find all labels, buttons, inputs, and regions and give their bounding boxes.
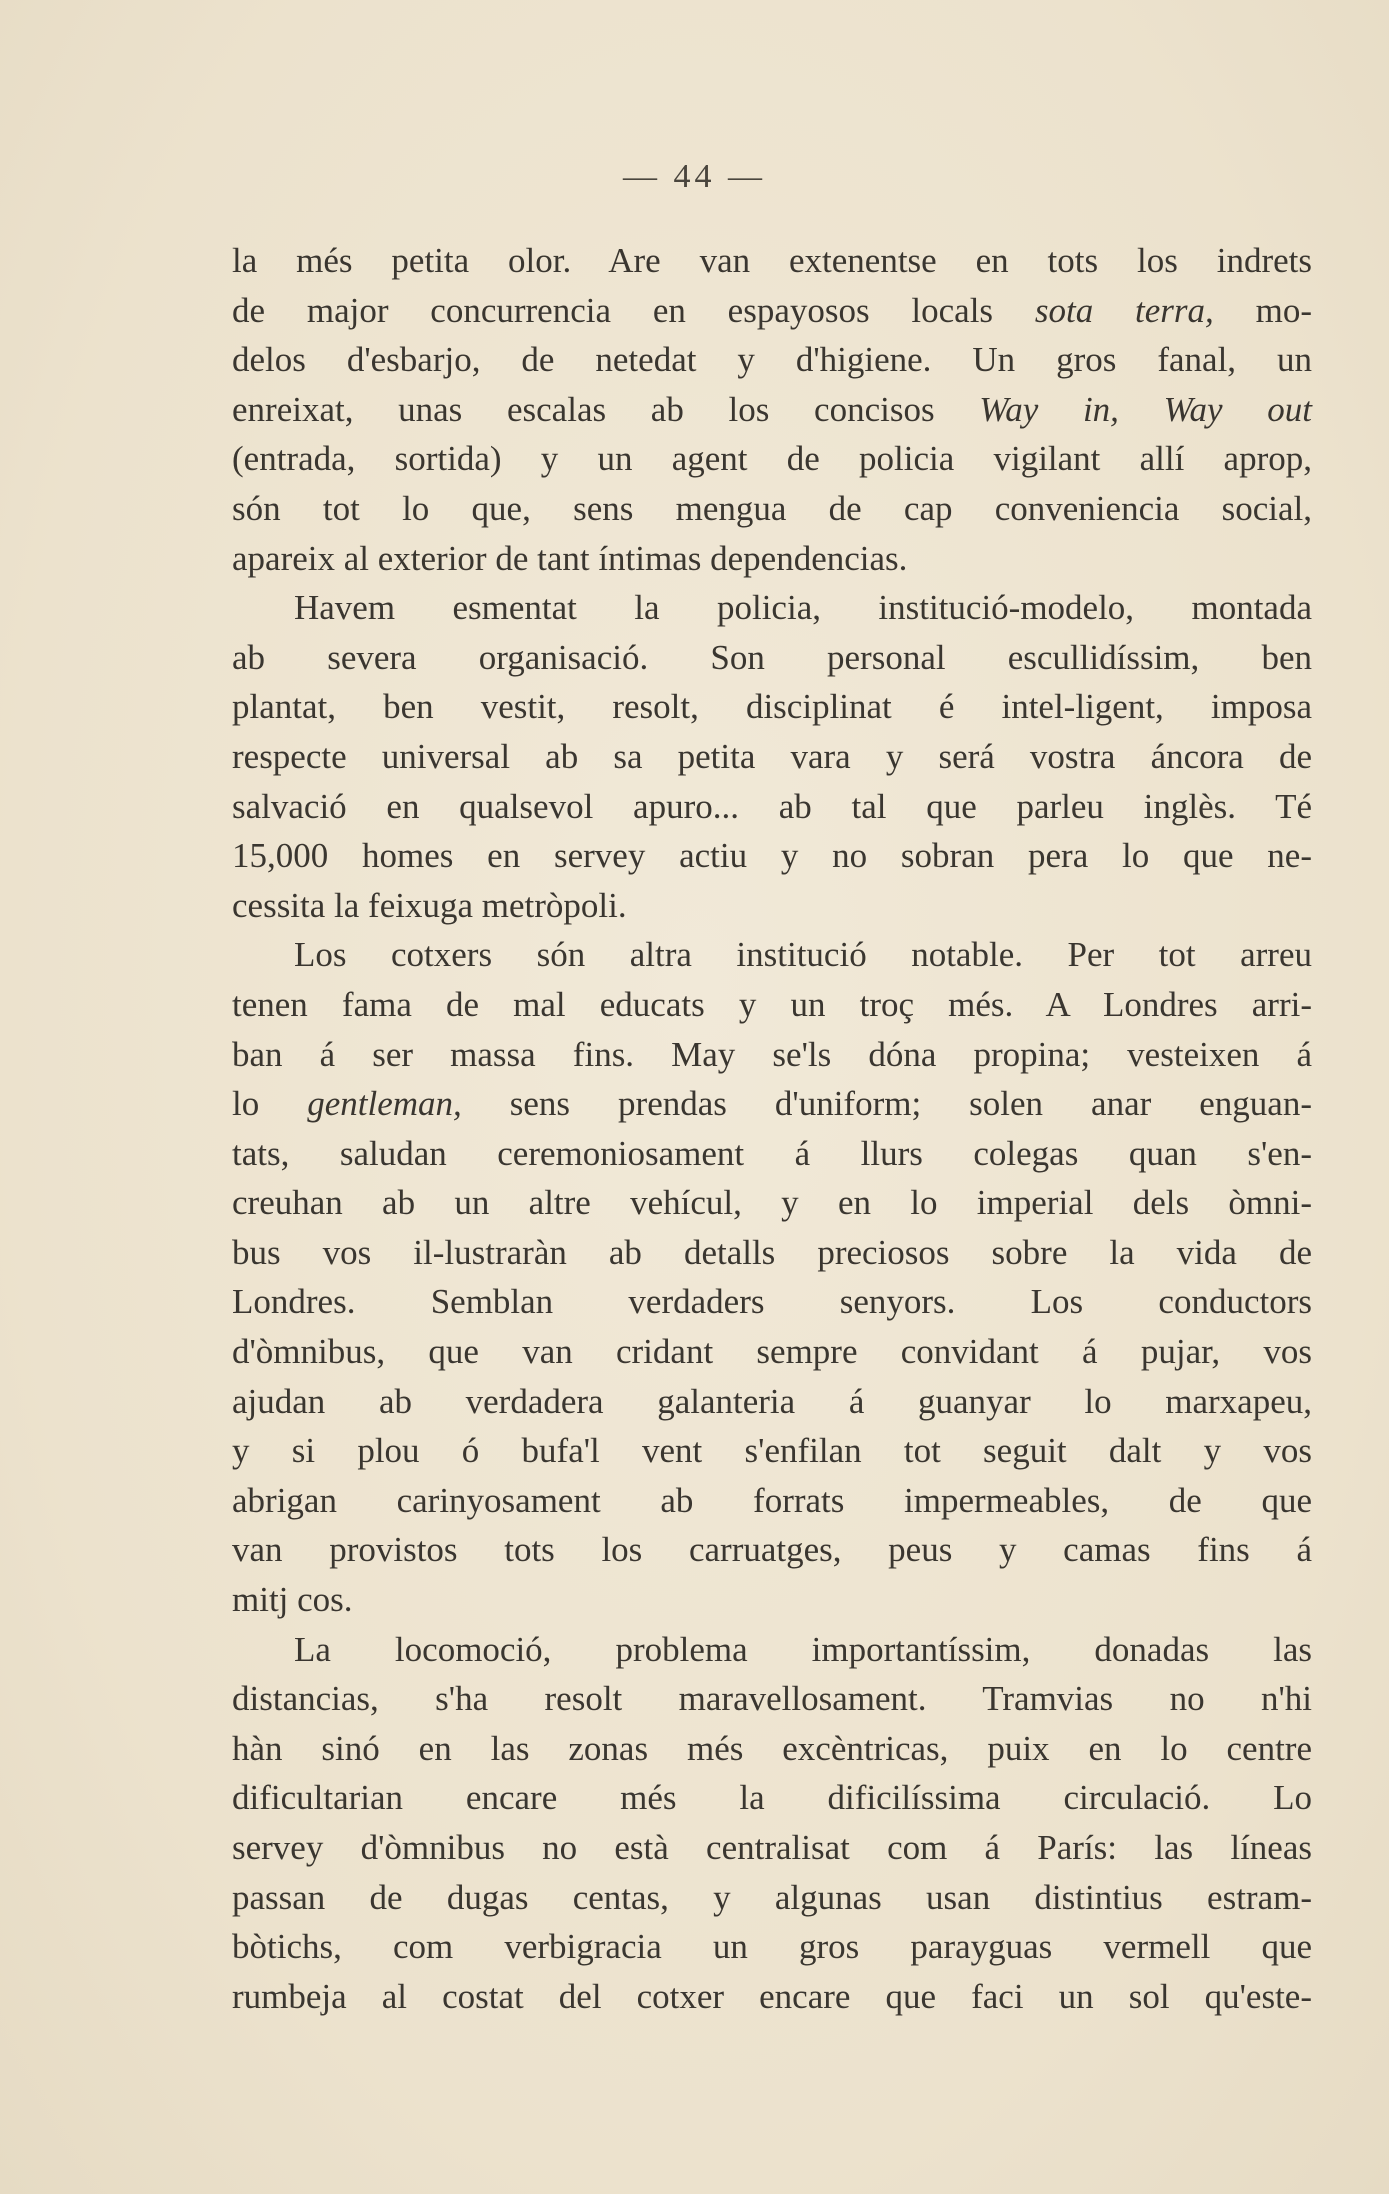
text-line: Los cotxers són altra institució notable. Per tot arreu	[294, 935, 1312, 975]
text-line: respecte universal ab sa petita vara y será vostra áncora de	[232, 736, 1312, 776]
text-line: lo gentleman, sens prendas d'uniform; solen anar enguan-	[232, 1084, 1312, 1124]
text-line: servey d'òmnibus no està centralisat com á París: las líneas	[232, 1828, 1312, 1867]
text-line: d'òmnibus, que van cridant sempre convidant á pujar, vos	[232, 1332, 1312, 1372]
body-text	[232, 236, 1312, 2021]
text-line: bus vos il-lustraràn ab detalls preciosos sobre la vida de	[232, 1232, 1312, 1272]
text-line: abrigan carinyosament ab forrats impermeables, de que	[232, 1480, 1312, 1520]
text-line: ab severa organisació. Son personal escullidíssim, ben	[232, 637, 1312, 677]
text-line: (entrada, sortida) y un agent de policia vigilant allí aprop,	[232, 439, 1312, 479]
text-line: Londres. Semblan verdaders senyors. Los conductors	[232, 1282, 1312, 1322]
italic-phrase: sota terra,	[1034, 290, 1214, 330]
text-line: y si plou ó bufa'l vent s'enfilan tot seguit dalt y vos	[232, 1431, 1312, 1471]
text-line: La locomoció, problema importantíssim, donadas las	[294, 1629, 1312, 1669]
text-line: creuhan ab un altre vehícul, y en lo imperial dels òmni-	[232, 1183, 1312, 1223]
text-line: ajudan ab verdadera galanteria á guanyar lo marxapeu,	[232, 1381, 1312, 1421]
text-line: 15,000 homes en servey actiu y no sobran pera lo que ne-	[232, 836, 1312, 876]
text-line: plantat, ben vestit, resolt, disciplinat é intel-ligent, imposa	[232, 687, 1312, 727]
text-line: salvació en qualsevol apuro... ab tal que parleu inglès. Té	[232, 786, 1312, 826]
text-line: dificultarian encare més la dificilíssima circulació. Lo	[232, 1778, 1312, 1818]
text-line: passan de dugas centas, y algunas usan distintius estram-	[232, 1877, 1312, 1917]
text-line: delos d'esbarjo, de netedat y d'higiene. Un gros fanal, un	[232, 340, 1312, 380]
text-line: mitj cos.	[232, 1580, 353, 1620]
text-line: enreixat, unas escalas ab los concisos Way in, Way out	[232, 389, 1313, 429]
text-line: la més petita olor. Are van extenentse en tots los indrets	[232, 241, 1312, 280]
text-line: cessita la feixuga metròpoli.	[232, 885, 627, 925]
text-line: hàn sinó en las zonas més excèntricas, puix en lo centre	[232, 1728, 1312, 1768]
page-number: — 44 —	[623, 158, 766, 195]
text-line: distancias, s'ha resolt maravellosament. Tramvias no n'hi	[232, 1679, 1312, 1719]
text-line: bòtichs, com verbigracia un gros parayguas vermell que	[232, 1927, 1312, 1967]
text-line: ban á ser massa fins. May se'ls dóna propina; vesteixen á	[232, 1034, 1312, 1074]
text-line: van provistos tots los carruatges, peus y camas fins á	[232, 1530, 1312, 1570]
text-line: rumbeja al costat del cotxer encare que faci un sol qu'este-	[232, 1976, 1312, 2016]
italic-phrase: gentleman,	[307, 1084, 462, 1124]
text-line: tats, saludan ceremoniosament á llurs colegas quan s'en-	[232, 1133, 1312, 1173]
italic-phrase: Way in, Way out	[979, 389, 1313, 429]
text-line: apareix al exterior de tant íntimas dependencias.	[232, 538, 908, 578]
text-line: Havem esmentat la policia, institució-modelo, montada	[294, 588, 1312, 628]
text-line: tenen fama de mal educats y un troç més. A Londres arri-	[232, 984, 1312, 1024]
text-line: de major concurrencia en espayosos locals sota terra, mo-	[232, 290, 1312, 330]
text-line: són tot lo que, sens mengua de cap conveniencia social,	[232, 488, 1312, 528]
